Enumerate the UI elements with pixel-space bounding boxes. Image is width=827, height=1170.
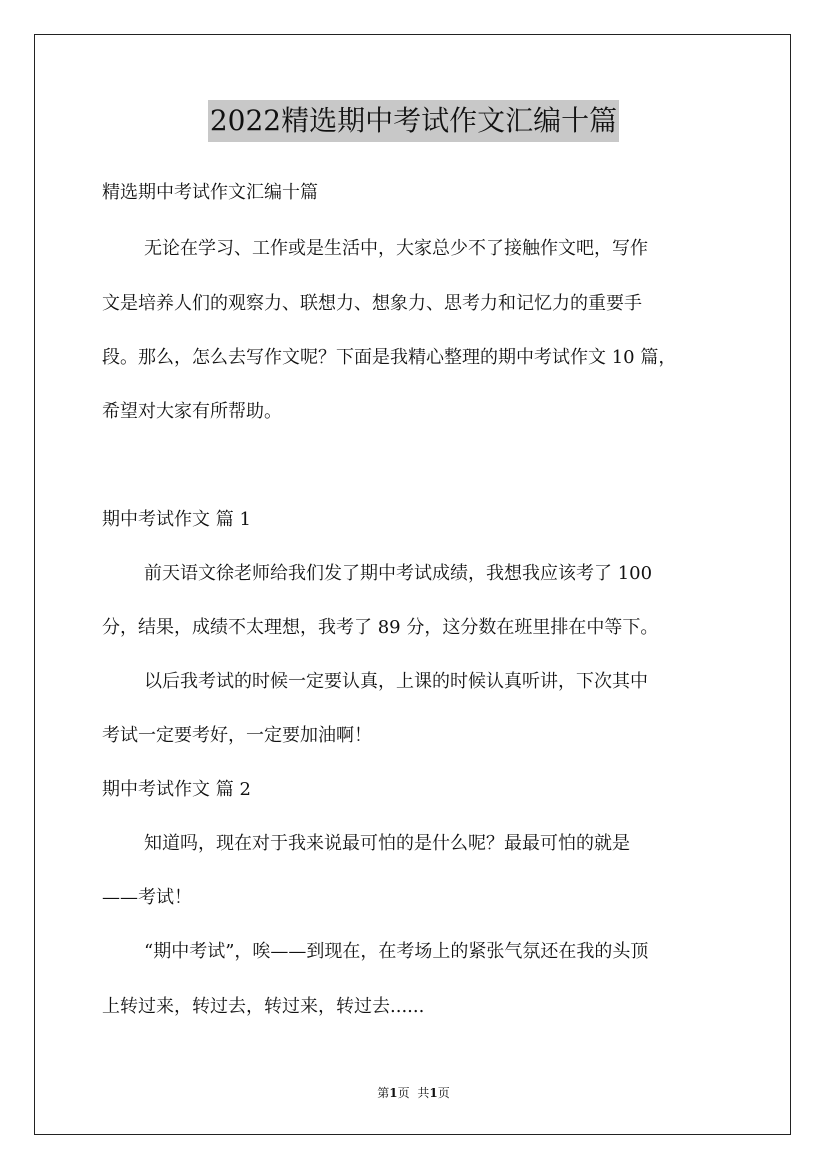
document-subtitle: 精选期中考试作文汇编十篇: [102, 182, 318, 203]
footer-total-number: 1: [429, 1086, 438, 1100]
footer-total-prefix: 共: [417, 1086, 430, 1100]
section-1-line-1: 前天语文徐老师给我们发了期中考试成绩，我想我应该考了 100: [144, 563, 653, 584]
section-1-heading: 期中考试作文 篇 1: [102, 509, 251, 530]
section-2-line-4: 上转过来，转过去，转过来，转过去......: [102, 996, 425, 1017]
footer-page-number: 1: [389, 1086, 398, 1100]
intro-line-1: 无论在学习、工作或是生活中，大家总少不了接触作文吧，写作: [144, 238, 648, 259]
intro-line-4: 希望对大家有所帮助。: [102, 401, 282, 422]
section-1-line-2: 分，结果，成绩不太理想，我考了 89 分，这分数在班里排在中等下。: [102, 617, 659, 638]
section-1-line-4: 考试一定要考好，一定要加油啊！: [102, 725, 372, 746]
section-1-line-3: 以后我考试的时候一定要认真，上课的时候认真听讲，下次其中: [144, 671, 648, 692]
footer-page-prefix: 第: [377, 1086, 390, 1100]
section-2-line-2: ——考试！: [102, 887, 192, 908]
intro-line-2: 文是培养人们的观察力、联想力、想象力、思考力和记忆力的重要手: [102, 293, 642, 314]
page-footer: [0, 1084, 827, 1102]
title-container: [0, 100, 827, 142]
section-2-line-1: 知道吗，现在对于我来说最可怕的是什么呢？最最可怕的就是: [144, 833, 630, 854]
section-2-line-3: “期中考试”，唉——到现在，在考场上的紧张气氛还在我的头顶: [144, 941, 649, 962]
footer-total-suffix: 页: [437, 1086, 450, 1100]
document-title: 2022精选期中考试作文汇编十篇: [208, 100, 619, 142]
footer-page-suffix: 页: [397, 1086, 410, 1100]
section-2-heading: 期中考试作文 篇 2: [102, 779, 251, 800]
intro-line-3: 段。那么，怎么去写作文呢？下面是我精心整理的期中考试作文 10 篇，: [102, 347, 677, 368]
